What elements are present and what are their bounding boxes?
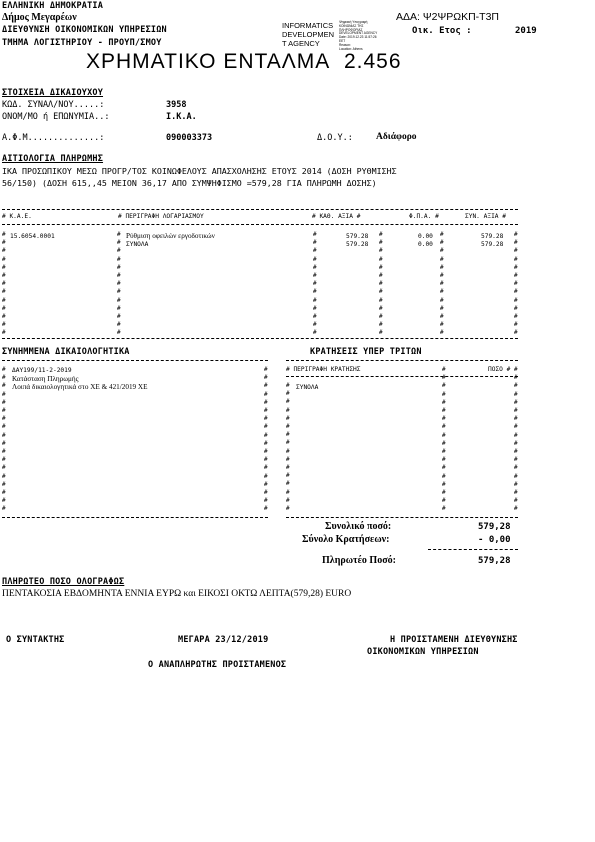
table-bottom-border bbox=[2, 338, 518, 339]
justification-line-2: 56/150) (ΔΟΣΗ 615,,45 ΜΕΙΟΝ 36,17 ΑΠΟ ΣΥΜΨΗΦΙΣΜΟ =579,28 ΓΙΑ ΠΛΗΡΩΜΗ ΔΟΣΗΣ) bbox=[2, 178, 377, 188]
header-country: ΕΛΛΗΝΙΚΗ ΔΗΜΟΚΡΑΤΙΑ bbox=[2, 1, 104, 11]
table-header-border bbox=[2, 224, 518, 225]
warrant-number: 2.456 bbox=[343, 50, 402, 73]
beneficiary-name-label: ΟΝΟΜ/ΜΟ ή ΕΠΩΝΥΜΙΑ..: bbox=[2, 112, 110, 122]
fiscal-year-value: 2019 bbox=[515, 26, 537, 36]
fiscal-year-label: Οικ. Ετος : bbox=[412, 26, 472, 36]
table-col-sep-3: # # # # # # # # # # # # # bbox=[379, 231, 383, 337]
withheld-amount-value: - 0,00 bbox=[478, 535, 511, 545]
table-row-1-kae: 15.6054.0001 bbox=[10, 233, 55, 240]
withholdings-top-border bbox=[286, 360, 518, 361]
table-row-1-vat: 0.00 bbox=[418, 233, 433, 240]
afm-label: Α.Φ.Μ..............: bbox=[2, 133, 105, 143]
signature-author: Ο ΣΥΝΤΑΚΤΗΣ bbox=[6, 635, 65, 645]
withholdings-sep-right: # # # # # # # # # # # # # # # # # # bbox=[514, 366, 518, 513]
total-amount-value: 579,28 bbox=[478, 522, 511, 532]
total-amount-label: Συνολικό ποσό: bbox=[325, 521, 392, 532]
document-item-1: ΔΑΥ199/11-2-2019 bbox=[12, 367, 72, 374]
beneficiary-code-value: 3958 bbox=[166, 100, 187, 110]
in-words-section-title: ΠΛΗΡΩΤΕΟ ΠΟΣΟ ΟΛΟΓΡΑΦΩΣ bbox=[2, 577, 125, 587]
signature-place-date: ΜΕΓΑΡΑ 23/12/2019 bbox=[178, 635, 269, 645]
withholdings-sep-mid: # # # # # # # # # # # # # # # # # # bbox=[442, 366, 446, 513]
documents-sep-left: # # # # # # # # # # # # # # # # # # bbox=[2, 366, 6, 513]
agency-logo: INFORMATICS DEVELOPMEN T AGENCY bbox=[282, 21, 335, 48]
table-header-description: # ΠΕΡΙΓΡΑΦΗ ΛΟΓΑΡΙΑΣΜΟΥ bbox=[118, 213, 204, 220]
table-row-1-total: 579.28 bbox=[481, 233, 504, 240]
doy-value: Αδιάφορο bbox=[376, 132, 417, 142]
table-col-sep-2: # # # # # # # # # # # # # bbox=[313, 231, 317, 337]
withholdings-sep-left: # # # # # # # # # # # # # # # # bbox=[286, 382, 290, 513]
table-col-sep-right: # # # # # # # # # # # # # bbox=[514, 231, 518, 337]
table-row-2-vat: 0.00 bbox=[418, 241, 433, 248]
ada-code: ΑΔΑ: Ψ2ΨΡΩΚΠ-Τ3Π bbox=[396, 11, 500, 23]
withheld-amount-label: Σύνολο Κρατήσεων: bbox=[302, 534, 390, 545]
withholdings-header-desc: # ΠΕΡΙΓΡΑΦΗ ΚΡΑΤΗΣΗΣ bbox=[286, 366, 361, 373]
document-title: ΧΡΗΜΑΤΙΚΟ ΕΝΤΑΛΜΑ 2.456 bbox=[86, 50, 402, 73]
withholdings-bottom-border bbox=[286, 517, 518, 518]
table-header-vat: Φ.Π.Α. # bbox=[409, 213, 439, 220]
documents-top-border bbox=[2, 360, 268, 361]
documents-sep-right: # # # # # # # # # # # # # # # # # # bbox=[264, 366, 268, 513]
table-header-total: ΣΥΝ. ΑΞΙΑ # bbox=[465, 213, 506, 220]
table-row-1-desc: Ρύθμιση οφειλών εργοδοτικών bbox=[126, 232, 215, 240]
table-col-sep-left: # # # # # # # # # # # # # bbox=[2, 231, 6, 337]
withholdings-totals-label: ΣΥΝΟΛΑ bbox=[296, 384, 319, 391]
table-row-2-desc: ΣΥΝΟΛΑ bbox=[126, 241, 149, 248]
table-row-1-net: 579.28 bbox=[346, 233, 369, 240]
documents-section-title: ΣΥΝΗΜΜΕΝΑ ΔΙΚΑΙΟΛΟΓΗΤΙΚΑ bbox=[2, 347, 130, 357]
table-col-sep-1: # # # # # # # # # # # # # bbox=[117, 231, 121, 337]
justification-line-1: ΙΚΑ ΠΡΟΣΩΠΙΚΟΥ ΜΕΣΩ ΠΡΟΓΡ/ΤΟΣ ΚΟΙΝΩΦΕΛΟΥΣ ΑΠΑΣΧΟΛΗΣΗΣ ΕΤΟΥΣ 2014 (ΔΟΣΗ ΡΥΘΜΙΣΗΣ bbox=[2, 166, 397, 176]
signature-deputy: Ο ΑΝΑΠΛΗΡΩΤΗΣ ΠΡΟΙΣΤΑΜΕΝΟΣ bbox=[148, 660, 287, 670]
document-item-2: Κατάσταση Πληρωμής bbox=[12, 375, 79, 383]
afm-value: 090003373 bbox=[166, 133, 213, 143]
withholdings-header-amount: ΠΟΣΟ # bbox=[488, 366, 511, 373]
table-header-kae: # Κ.Α.Ε. bbox=[2, 213, 32, 220]
header-directorate: ΔΙΕΥΘΥΝΣΗ ΟΙΚΟΝΟΜΙΚΩΝ ΥΠΗΡΕΣΙΩΝ bbox=[2, 25, 167, 35]
table-col-sep-4: # # # # # # # # # # # # # bbox=[440, 231, 444, 337]
beneficiary-code-label: ΚΩΔ. ΣΥΝΑΛ/ΝΟΥ.....: bbox=[2, 100, 105, 110]
documents-bottom-border bbox=[2, 517, 268, 518]
beneficiary-name-value: Ι.Κ.Α. bbox=[166, 112, 197, 122]
amount-in-words: ΠΕΝΤΑΚΟΣΙΑ ΕΒΔΟΜΗΝΤΑ ΕΝΝΙΑ ΕΥΡΩ και ΕΙΚΟΣΙ ΟΚΤΩ ΛΕΠΤΑ(579,28) EURO bbox=[2, 589, 352, 599]
digital-signature-stamp: Ψηφιακή Υπογραφή ΚΟΙΝΩΝΙΑΣ ΤΗΣ ΠΛΗΡΟΦΟΡΙΑΣ DEVELOPMENT AGENCY Date: 2019.12.23 11:57:26 EET Reason: Location: Athens bbox=[339, 20, 378, 51]
table-header-net: # ΚΑΘ. ΑΞΙΑ # bbox=[312, 213, 361, 220]
table-top-border bbox=[2, 209, 518, 210]
signature-head-line-1: Η ΠΡΟΙΣΤΑΜΕΝΗ ΔΙΕΥΘΥΝΣΗΣ bbox=[390, 635, 518, 645]
signature-head-line-2: ΟΙΚΟΝΟΜΙΚΩΝ ΥΠΗΡΕΣΙΩΝ bbox=[367, 647, 479, 657]
header-municipality: Δήμος Μεγαρέων bbox=[2, 12, 77, 23]
withholdings-header-border bbox=[286, 376, 518, 377]
withholdings-section-title: ΚΡΑΤΗΣΕΙΣ ΥΠΕΡ ΤΡΙΤΩΝ bbox=[310, 347, 422, 357]
totals-separator bbox=[428, 549, 518, 550]
payable-amount-value: 579,28 bbox=[478, 556, 511, 566]
beneficiary-section-title: ΣΤΟΙΧΕΙΑ ΔΙΚΑΙΟΥΧΟΥ bbox=[2, 88, 104, 98]
header-department: ΤΜΗΜΑ ΛΟΓΙΣΤΗΡΙΟΥ - ΠΡΟΥΠ/ΣΜΟΥ bbox=[2, 38, 162, 48]
document-item-3: Λοιπά δικαιολογητικά στο ΧΕ & 421/2019 ΧΕ bbox=[12, 383, 148, 391]
justification-section-title: ΑΙΤΙΟΛΟΓΙΑ ΠΛΗΡΩΜΗΣ bbox=[2, 154, 104, 164]
payable-amount-label: Πληρωτέο Ποσό: bbox=[322, 555, 396, 566]
doy-label: Δ.Ο.Υ.: bbox=[317, 133, 353, 143]
table-row-2-net: 579.28 bbox=[346, 241, 369, 248]
table-row-2-total: 579.28 bbox=[481, 241, 504, 248]
